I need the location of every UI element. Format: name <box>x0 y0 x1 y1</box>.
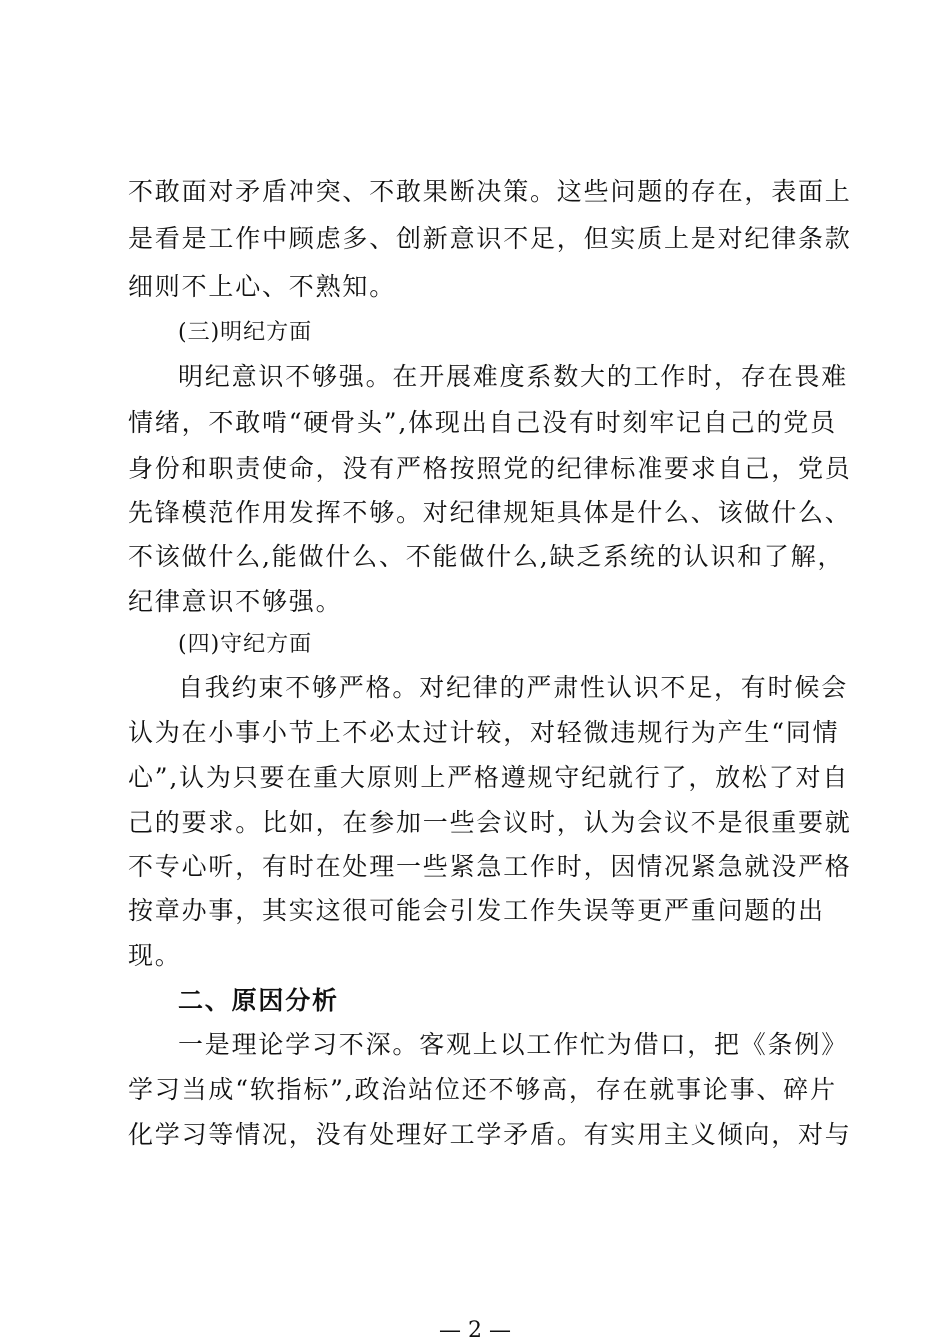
text-line: 先锋模范作用发挥不够。对纪律规矩具体是什么、该做什么、 <box>128 498 852 527</box>
text-line: 学习当成“软指标”,政治站位还不够高，存在就事论事、碎片 <box>128 1075 837 1104</box>
text-line: 心”,认为只要在重大原则上严格遵规守纪就行了，放松了对自 <box>128 763 850 792</box>
text-line: 按章办事，其实这很可能会引发工作失误等更严重问题的出 <box>128 896 825 925</box>
text-line: 化学习等情况，没有处理好工学矛盾。有实用主义倾向，对与 <box>128 1120 852 1149</box>
text-line: 不专心听，有时在处理一些紧急工作时，因情况紧急就没严格 <box>128 852 852 881</box>
text-line: 纪律意识不够强。 <box>128 587 343 616</box>
text-line: 认为在小事小节上不必太过计较，对轻微违规行为产生“同情 <box>128 718 840 747</box>
text-line: 一是理论学习不深。客观上以工作忙为借口，把《条例》 <box>178 1030 849 1059</box>
text-line: 明纪意识不够强。在开展难度系数大的工作时，存在畏难 <box>178 362 849 391</box>
page-number: — 2 — <box>439 1318 511 1343</box>
section-heading-reasons: 二、原因分析 <box>178 986 339 1015</box>
text-line: 现。 <box>128 941 182 970</box>
text-line: 细则不上心、不熟知。 <box>128 272 397 301</box>
section-heading-4: (四)守纪方面 <box>178 632 313 657</box>
text-line: 不该做什么,能做什么、不能做什么,缺乏系统的认识和了解， <box>128 542 845 571</box>
text-line: 情绪，不敢啃“硬骨头”,体现出自己没有时刻牢记自己的党员 <box>128 408 837 437</box>
text-line: 身份和职责使命，没有严格按照党的纪律标准要求自己，党员 <box>128 454 852 483</box>
text-line: 是看是工作中顾虑多、创新意识不足，但实质上是对纪律条款 <box>128 224 852 253</box>
text-line: 自我约束不够严格。对纪律的严肃性认识不足，有时候会 <box>178 673 849 702</box>
text-line: 己的要求。比如，在参加一些会议时，认为会议不是很重要就 <box>128 808 852 837</box>
text-line: 不敢面对矛盾冲突、不敢果断决策。这些问题的存在，表面上 <box>128 177 852 206</box>
section-heading-3: (三)明纪方面 <box>178 320 313 345</box>
